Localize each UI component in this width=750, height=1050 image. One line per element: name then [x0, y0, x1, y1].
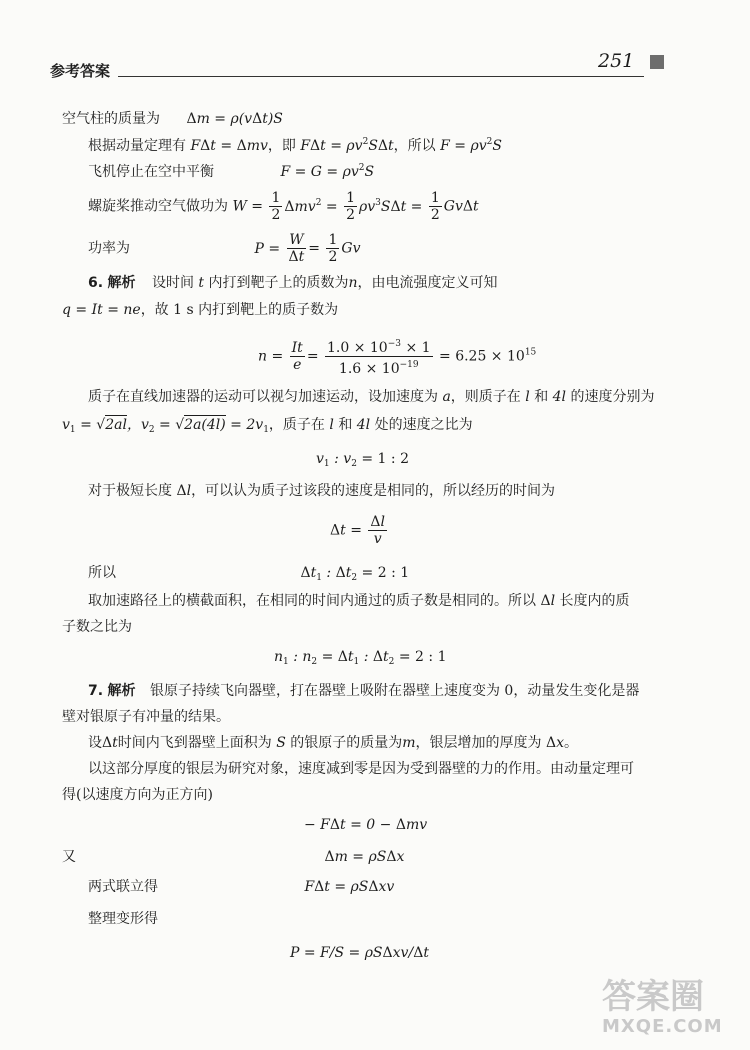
- formula-impulse: − FΔt = 0 − Δmv: [304, 817, 428, 833]
- p6-line2: q = It = ne，故 1 s 内打到靶上的质子数为: [62, 302, 339, 318]
- formula-line-hover: 飞机停止在空中平衡 $F = G = \rho v^2S$: [88, 163, 375, 180]
- watermark-url: MXQE.COM: [602, 1016, 723, 1037]
- p7-line2: 壁对银原子有冲量的结果。: [62, 709, 230, 725]
- p6-line3: 质子在直线加速器的运动可以视匀加速运动，设加速度为 a，则质子在 l 和 4l 的速度分别为: [88, 389, 655, 405]
- p6-line6: 所以 $\Delta t_1$ : $\Delta t_2 = 2$ : 1: [88, 565, 410, 583]
- p7-line3: 设Δt时间内飞到器壁上面积为 S 的银原子的质量为m，银层增加的厚度为 Δx。: [88, 735, 579, 751]
- p6-line7: 取加速路径上的横截面积，在相同的时间内通过的质子数是相同的。所以 Δl 长度内的质: [88, 593, 630, 609]
- p6-number: 6.: [88, 275, 104, 291]
- ratio-v: $v_1$ : $v_2 = 1$ : 2: [316, 451, 409, 469]
- air-mass-label: 空气柱的质量为: [62, 111, 160, 127]
- power-label: 功率为: [88, 240, 130, 257]
- p6-line1: 6. 解析 设时间 t 内打到靶子上的质数为n，由电流强度定义可知: [88, 275, 498, 291]
- watermark: [602, 977, 723, 1037]
- formula-line-air-mass: 空气柱的质量为 Δm = ρ(vΔt)S: [62, 111, 283, 127]
- p6-line5: 对于极短长度 Δl，可以认为质子过该段的速度是相同的，所以经历的时间为: [88, 483, 556, 499]
- section-title: 参考答案: [50, 62, 111, 80]
- page-number: 251: [598, 50, 635, 72]
- p7-number: 7.: [88, 683, 104, 699]
- p7-tag: 解析: [107, 683, 136, 699]
- page-marker-box: [650, 55, 664, 69]
- p7-you-line: 又 Δm = ρSΔx: [62, 849, 405, 865]
- formula-dt: Δt = $\frac{\Delta l}{v}$: [330, 514, 385, 547]
- momentum-intro: 根据动量定理有: [88, 138, 186, 154]
- p6-line4: $v_1 = √2al$，$v_2 = √2a(4l) = 2v_1$，质子在 l 和 4l 处的速度之比为: [62, 417, 473, 435]
- work-label: 螺旋桨推动空气做功为: [88, 198, 228, 215]
- momentum-mid: 即: [281, 138, 296, 154]
- formula-line-momentum: 根据动量定理有 FΔt = Δmv，即 $F\Delta t = \rho v^2S\Delta t$，所以 $F = \rho v^2S$: [88, 137, 502, 154]
- momentum-so: 所以: [407, 138, 436, 154]
- formula-pressure: P = F/S = ρSΔxv/Δt: [290, 945, 429, 961]
- p7-transform-line: 整理变形得: [88, 911, 158, 927]
- watermark-logo: 答案圈: [602, 977, 704, 1017]
- p6-line8: 子数之比为: [62, 619, 132, 635]
- formula-line-work: 螺旋桨推动空气做功为 W = $\frac{1}{2}$ Δmv$^2$ = $\frac{1}{2}$ $\rho v^3S\Delta t$ = $\frac{1}{2}$ GvΔt: [88, 190, 479, 223]
- hover-label: 飞机停止在空中平衡: [88, 164, 214, 180]
- formula-n: n = $\frac{It}{e}$ = $\frac{1.0 \times 10^{-3} \times 1}{1.6 \times 10^{-19}}$ = $6.25 \times 10^{15}$: [258, 336, 536, 377]
- p7-line4: 以这部分厚度的银层为研究对象，速度减到零是因为受到器壁的力的作用。由动量定理可: [88, 761, 634, 777]
- p7-line5: 得(以速度方向为正方向): [62, 787, 213, 803]
- header-rule: [118, 76, 644, 77]
- p7-line1: 7. 解析 银原子持续飞向器壁，打在器壁上吸附在器壁上速度变为 0，动量发生变化是器: [88, 683, 640, 699]
- p6-tag: 解析: [107, 275, 136, 291]
- formula-line-power: 功率为 P = $\frac{W}{\Delta t}$ = $\frac{1}{2}$ Gv: [88, 232, 361, 265]
- p7-combine-line: 两式联立得 FΔt = ρSΔxv: [88, 879, 395, 895]
- ratio-n: $n_1$ : $n_2 = \Delta t_1$ : $\Delta t_2 = 2$ : 1: [274, 649, 447, 667]
